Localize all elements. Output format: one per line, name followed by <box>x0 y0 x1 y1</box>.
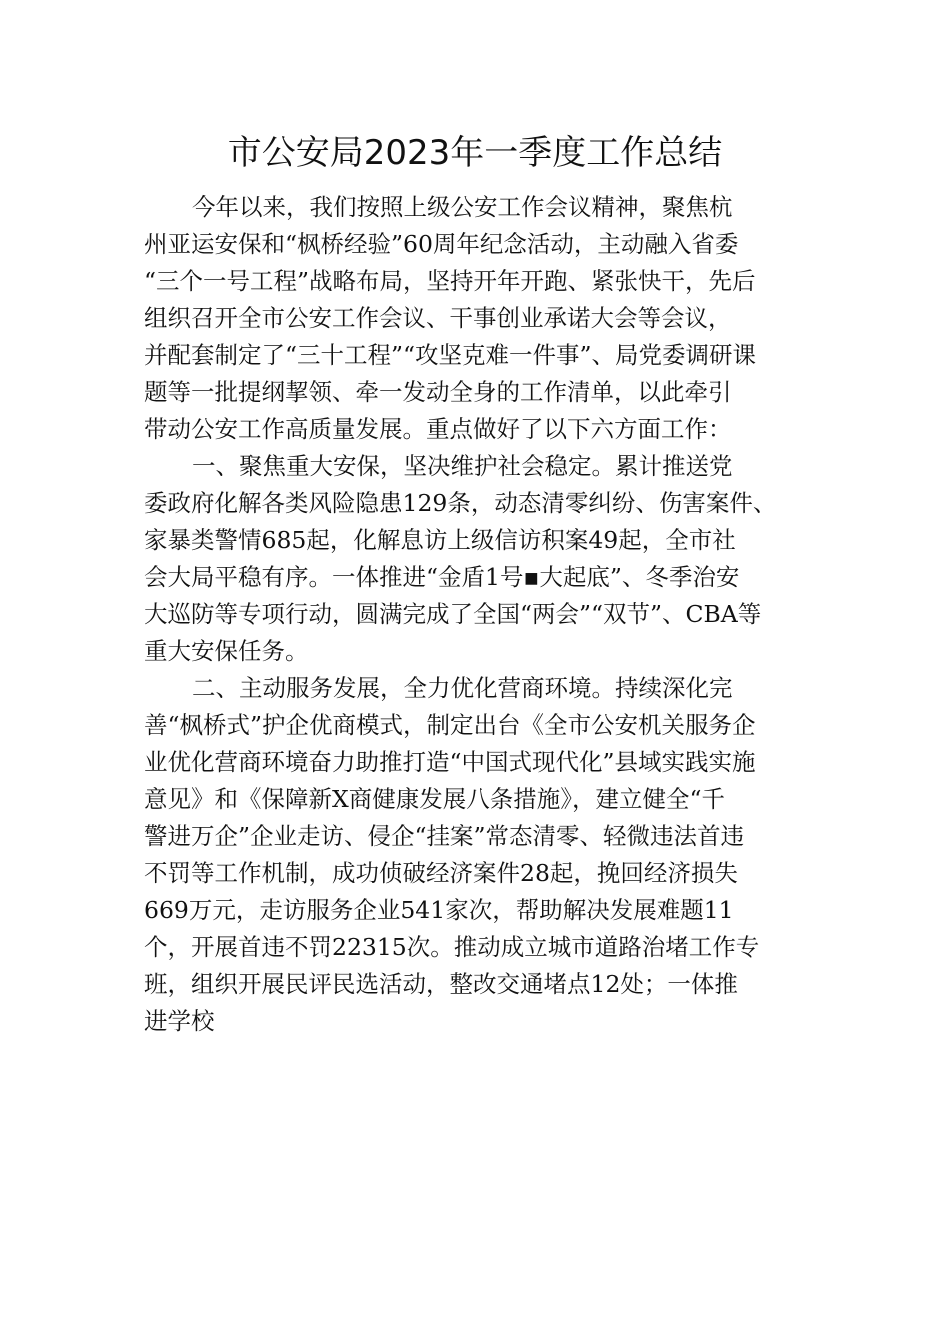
paragraph-section-2-line-7: 669万元，走访服务企业541家次，帮助解决发展难题11 <box>144 896 734 924</box>
paragraph-section-1-line-3: 家暴类警情685起，化解息访上级信访积案49起，全市社 <box>144 526 736 554</box>
paragraph-intro-line-2: 州亚运安保和“枫桥经验”60周年纪念活动，主动融入省委 <box>144 230 739 258</box>
paragraph-section-1-line-5: 大巡防等专项行动，圆满完成了全国“两会”“双节”、CBA等 <box>144 600 762 628</box>
paragraph-section-2-line-9: 班，组织开展民评民选活动，整改交通堵点12处；一体推 <box>144 970 738 998</box>
paragraph-section-1-line-2: 委政府化解各类风险隐患129条，动态清零纠纷、伤害案件、 <box>144 489 777 517</box>
paragraph-section-2-line-2: 善“枫桥式”护企优商模式，制定出台《全市公安机关服务企 <box>144 711 756 739</box>
paragraph-section-1-line-1: 一、聚焦重大安保，坚决维护社会稳定。累计推送党 <box>192 452 733 480</box>
paragraph-intro-line-6: 题等一批提纲挈领、牵一发动全身的工作清单，以此牵引 <box>144 378 732 406</box>
document-body <box>144 189 824 1040</box>
paragraph-section-1-line-4: 会大局平稳有序。一体推进“金盾1号▪大起底”、冬季治安 <box>144 563 740 591</box>
paragraph-section-2-line-5: 警进万企”企业走访、侵企“挂案”常态清零、轻微违法首违 <box>144 822 745 850</box>
paragraph-section-2-line-10: 进学校 <box>144 1007 215 1035</box>
paragraph-intro-line-7: 带动公安工作高质量发展。重点做好了以下六方面工作： <box>144 415 732 443</box>
paragraph-intro-line-4: 组织召开全市公安工作会议、干事创业承诺大会等会议， <box>144 304 732 332</box>
paragraph-section-2-line-3: 业优化营商环境奋力助推打造“中国式现代化”县域实践实施 <box>144 748 756 776</box>
paragraph-section-2-line-1: 二、主动服务发展，全力优化营商环境。持续深化完 <box>192 674 733 702</box>
paragraph-intro-line-1: 今年以来，我们按照上级公安工作会议精神，聚焦杭 <box>192 193 733 221</box>
paragraph-intro-line-5: 并配套制定了“三十工程”“攻坚克难一件事”、局党委调研课 <box>144 341 757 369</box>
paragraph-section-2-line-4: 意见》和《保障新X商健康发展八条措施》，建立健全“千 <box>144 785 725 813</box>
paragraph-intro-line-3: “三个一号工程”战略布局，坚持开年开跑、紧张快干，先后 <box>144 267 756 295</box>
document-title: 市公安局2023年一季度工作总结 <box>227 133 723 173</box>
paragraph-section-2-line-6: 不罚等工作机制，成功侦破经济案件28起，挽回经济损失 <box>144 859 738 887</box>
paragraph-section-2-line-8: 个，开展首违不罚22315次。推动成立城市道路治堵工作专 <box>144 933 760 961</box>
paragraph-section-1-line-6: 重大安保任务。 <box>144 637 309 665</box>
